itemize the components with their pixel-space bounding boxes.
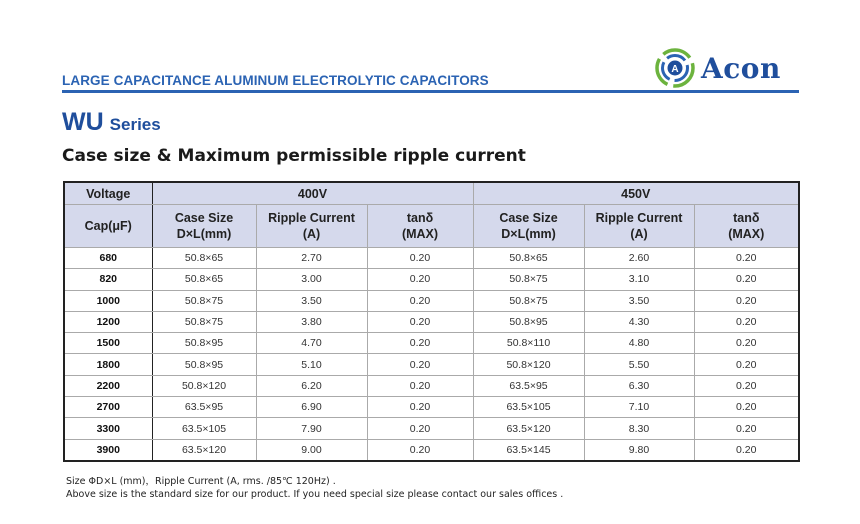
ripple-current-400v: 3.50 [256,290,367,311]
section-title: Case size & Maximum permissible ripple current [62,146,526,166]
case-size-400v: 50.8×75 [152,311,256,332]
tan-delta-400v: 0.20 [367,439,473,461]
series-suffix: Series [109,115,161,134]
ripple-current-450v: 2.60 [584,248,694,269]
case-size-400v: 50.8×120 [152,375,256,396]
table-row [64,333,799,354]
cap-value: 2200 [64,375,152,396]
tan-delta-header: tanδ (MAX) [694,205,799,248]
tan-delta-450v: 0.20 [694,354,799,375]
cap-value: 2700 [64,397,152,418]
tan-delta-400v: 0.20 [367,397,473,418]
footnote-standard-size: Above size is the standard size for our product. If you need special size please contact our sales offices . [66,489,564,500]
voltage-400-header: 400V [152,182,473,205]
ripple-current-400v: 5.10 [256,354,367,375]
cap-value: 1500 [64,333,152,354]
table-row [64,418,799,439]
case-size-400v: 63.5×95 [152,397,256,418]
ripple-current-450v: 4.80 [584,333,694,354]
ripple-current-450v: 4.30 [584,311,694,332]
ripple-current-450v: 3.10 [584,269,694,290]
ripple-current-400v: 2.70 [256,248,367,269]
footnote-units: Size ΦD×L (mm)，Ripple Current (A, rms. /85℃ 120Hz) . [66,476,336,487]
tan-delta-400v: 0.20 [367,375,473,396]
ripple-current-table [63,181,800,462]
table-row [64,439,799,461]
case-size-400v: 50.8×95 [152,354,256,375]
case-size-450v: 63.5×120 [473,418,584,439]
tan-delta-450v: 0.20 [694,439,799,461]
category-heading: LARGE CAPACITANCE ALUMINUM ELECTROLYTIC CAPACITORS [62,73,489,88]
voltage-450-header: 450V [473,182,799,205]
tan-delta-450v: 0.20 [694,375,799,396]
tan-delta-450v: 0.20 [694,248,799,269]
case-size-400v: 50.8×95 [152,333,256,354]
ripple-current-450v: 7.10 [584,397,694,418]
ripple-current-400v: 7.90 [256,418,367,439]
ripple-current-400v: 9.00 [256,439,367,461]
tan-delta-450v: 0.20 [694,418,799,439]
tan-delta-header: tanδ (MAX) [367,205,473,248]
tan-delta-400v: 0.20 [367,290,473,311]
case-size-450v: 50.8×75 [473,290,584,311]
ripple-current-450v: 8.30 [584,418,694,439]
tan-delta-400v: 0.20 [367,418,473,439]
case-size-400v: 63.5×105 [152,418,256,439]
brand-logo [655,48,781,88]
case-size-400v: 50.8×65 [152,248,256,269]
ripple-current-400v: 6.20 [256,375,367,396]
series-title [62,108,161,137]
ripple-current-450v: 3.50 [584,290,694,311]
ripple-current-header: Ripple Current (A) [584,205,694,248]
column-header-row [64,205,799,248]
ripple-current-header: Ripple Current (A) [256,205,367,248]
table-row [64,397,799,418]
table-row [64,248,799,269]
tan-delta-400v: 0.20 [367,269,473,290]
ripple-current-400v: 3.80 [256,311,367,332]
tan-delta-450v: 0.20 [694,269,799,290]
case-size-header: Case Size D×L(mm) [473,205,584,248]
table-row [64,375,799,396]
tan-delta-450v: 0.20 [694,333,799,354]
header-divider [62,90,799,93]
acon-logo-icon [655,48,695,88]
cap-value: 1000 [64,290,152,311]
cap-value: 820 [64,269,152,290]
voltage-header-row [64,182,799,205]
ripple-current-450v: 9.80 [584,439,694,461]
table-row [64,311,799,332]
case-size-header: Case Size D×L(mm) [152,205,256,248]
voltage-label: Voltage [64,182,152,205]
cap-value: 1800 [64,354,152,375]
ripple-current-400v: 6.90 [256,397,367,418]
tan-delta-450v: 0.20 [694,397,799,418]
case-size-450v: 63.5×145 [473,439,584,461]
ripple-current-400v: 3.00 [256,269,367,290]
case-size-450v: 50.8×95 [473,311,584,332]
case-size-450v: 63.5×95 [473,375,584,396]
series-name: WU [62,108,104,136]
tan-delta-450v: 0.20 [694,290,799,311]
case-size-400v: 63.5×120 [152,439,256,461]
cap-label: Cap(μF) [64,205,152,248]
ripple-current-450v: 5.50 [584,354,694,375]
case-size-450v: 63.5×105 [473,397,584,418]
case-size-450v: 50.8×120 [473,354,584,375]
case-size-400v: 50.8×75 [152,290,256,311]
table-row [64,269,799,290]
ripple-current-400v: 4.70 [256,333,367,354]
cap-value: 3300 [64,418,152,439]
tan-delta-400v: 0.20 [367,333,473,354]
tan-delta-400v: 0.20 [367,311,473,332]
cap-value: 3900 [64,439,152,461]
cap-value: 1200 [64,311,152,332]
tan-delta-450v: 0.20 [694,311,799,332]
case-size-450v: 50.8×110 [473,333,584,354]
case-size-450v: 50.8×65 [473,248,584,269]
case-size-400v: 50.8×65 [152,269,256,290]
cap-value: 680 [64,248,152,269]
logo-letter: A [671,64,679,75]
ripple-current-450v: 6.30 [584,375,694,396]
brand-name: Acon [701,51,781,85]
table-row [64,290,799,311]
tan-delta-400v: 0.20 [367,248,473,269]
case-size-450v: 50.8×75 [473,269,584,290]
table-row [64,354,799,375]
tan-delta-400v: 0.20 [367,354,473,375]
